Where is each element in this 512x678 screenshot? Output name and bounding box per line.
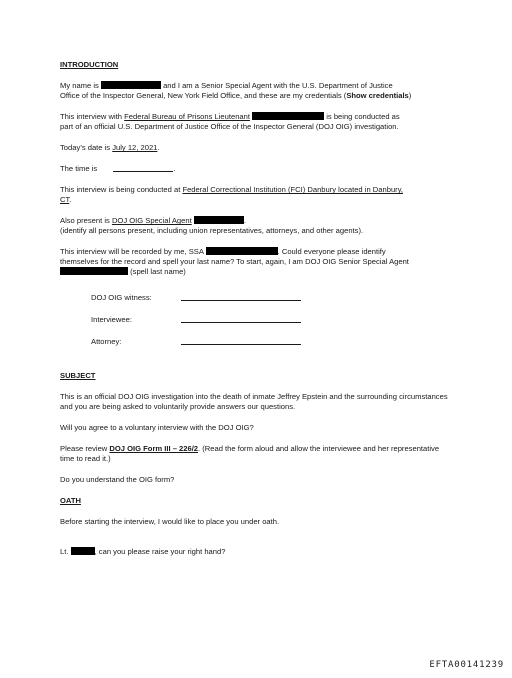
name-close: ) (408, 91, 412, 101)
location-text: This interview is being conducted at (60, 185, 181, 195)
redaction-block (194, 216, 244, 224)
name-text-3: Office of the Inspector General, New York Field Office, and these are my credentials ( (60, 91, 347, 101)
time-label: The time is (60, 164, 98, 174)
oath-heading: OATH (60, 496, 81, 506)
interview-paragraph (60, 112, 455, 132)
review-form-paragraph (60, 444, 455, 464)
recording-paragraph (60, 247, 455, 277)
signature-row (91, 293, 455, 303)
redaction-block (60, 267, 128, 275)
interview-text: This interview with (60, 112, 123, 122)
signature-rows (60, 293, 455, 347)
attorney-line (181, 337, 301, 345)
recording-text-3: themselves for the record and spell your last name? To start, again, I am DOJ OIG Senior Special Agent (60, 257, 409, 267)
interviewee-line (181, 315, 301, 323)
time-blank (113, 164, 176, 174)
understand-question: Do you understand the OIG form? (60, 475, 175, 485)
redaction-block (71, 547, 95, 555)
name-text: My name is (60, 81, 99, 91)
location-period: . (69, 195, 72, 205)
time-line (60, 164, 455, 174)
redaction-block (206, 247, 278, 255)
document-id: EFTA00141239 (429, 660, 504, 670)
date-value: July 12, 2021 (112, 143, 158, 153)
raise-hand-text: , can you please raise your right hand? (94, 547, 226, 557)
date-line (60, 143, 455, 153)
redaction-block (101, 81, 161, 89)
lieutenant-text: Federal Bureau of Prisons Lieutenant (124, 112, 250, 122)
also-present-note: (identify all persons present, including union representatives, attorneys, and other agents). (60, 226, 364, 236)
voluntary-question: Will you agree to a voluntary interview with the DOJ OIG? (60, 423, 254, 433)
also-present-value: DOJ OIG Special Agent (111, 216, 192, 226)
lt-label: Lt. (60, 547, 69, 557)
review-text-2: . (Read the form aloud and allow the interviewee and her representative time to read it.) (60, 444, 440, 464)
interview-text-2: is being conducted as (326, 112, 400, 122)
introduction-heading: INTRODUCTION (60, 60, 119, 69)
show-credentials-text: Show credentials (346, 91, 409, 101)
review-text: Please review (60, 444, 108, 454)
witness-label: DOJ OIG witness: (91, 293, 152, 303)
recording-text-2: . Could everyone please identify (277, 247, 386, 257)
also-present-text: Also present is (60, 216, 110, 226)
also-period: . (243, 216, 246, 226)
attorney-label: Attorney: (91, 337, 122, 347)
signature-row (91, 337, 455, 347)
spell-last-name-text: (spell last name) (130, 267, 186, 277)
recording-text: This interview will be recorded by me, SSA (60, 247, 204, 257)
also-present-paragraph (60, 216, 455, 236)
date-period: . (157, 143, 160, 153)
location-value: Federal Correctional Institution (FCI) Danbury located in Danbury, (182, 185, 404, 195)
form-reference: DOJ OIG Form III – 226/2 (109, 444, 199, 454)
document-body (60, 60, 455, 557)
name-paragraph (60, 81, 455, 101)
name-text-2: and I am a Senior Special Agent with the U.S. Department of Justice (163, 81, 393, 91)
location-state: CT (60, 195, 70, 205)
time-period: . (173, 164, 176, 174)
interview-text-3: part of an official U.S. Department of Justice Office of the Inspector General (DOJ OIG) investigation. (60, 122, 399, 132)
subject-paragraph: This is an official DOJ OIG investigation into the death of inmate Jeffrey Epstein and the surrounding circumstances and you are being asked to voluntarily provide answers our questions. (60, 392, 448, 412)
signature-row (91, 315, 455, 325)
oath-paragraph: Before starting the interview, I would like to place you under oath. (60, 517, 280, 527)
raise-hand-line (60, 547, 455, 557)
redaction-block (252, 112, 324, 120)
witness-line (181, 293, 301, 301)
subject-heading: SUBJECT (60, 371, 96, 381)
date-label: Today’s date is (60, 143, 111, 153)
interviewee-label: Interviewee: (91, 315, 132, 325)
location-paragraph (60, 185, 455, 205)
